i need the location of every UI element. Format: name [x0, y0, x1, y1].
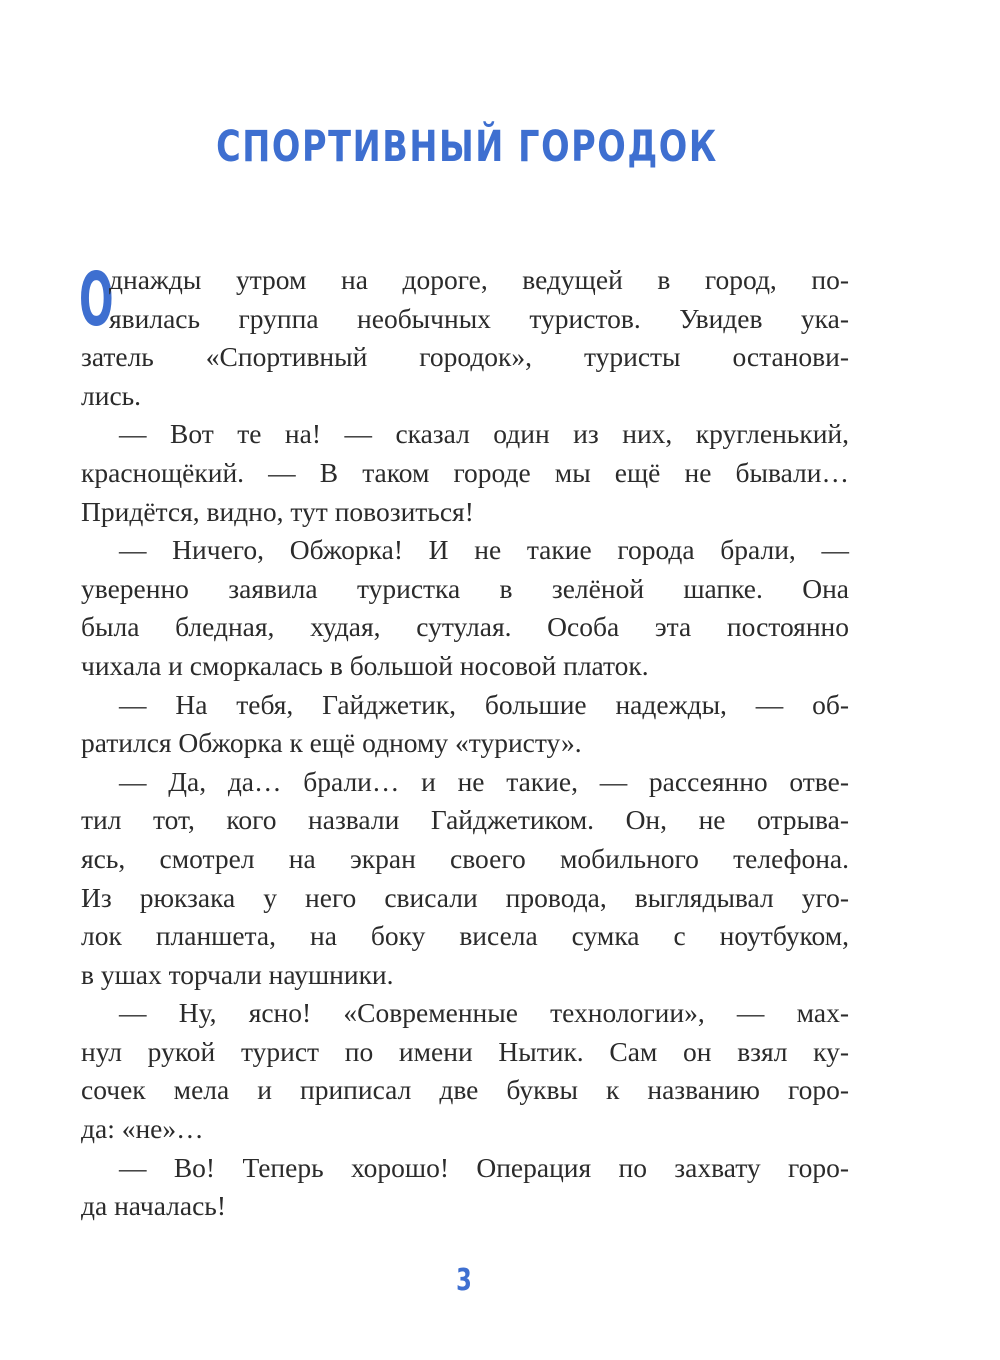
text-line: да: «не»… — [81, 1113, 204, 1145]
page-number: 3 — [456, 1263, 472, 1298]
text-line: ясь, смотрел на экран своего мобильного телефона. — [81, 842, 849, 874]
text-line: тил тот, кого назвали Гайджетиком. Он, не отрыва- — [81, 804, 849, 836]
text-line: в ушах торчали наушники. — [81, 958, 394, 990]
chapter-title: СПОРТИВНЫЙ ГОРОДОК — [216, 122, 718, 172]
text-line: затель «Спортивный городок», туристы останови- — [81, 341, 849, 373]
text-line: была бледная, худая, сутулая. Особа эта постоянно — [81, 611, 849, 643]
text-line: чихала и сморкалась в большой носовой платок. — [81, 649, 649, 681]
text-line: — Ничего, Обжорка! И не такие города брали, — — [119, 534, 849, 566]
text-line: краснощёкий. — В таком городе мы ещё не бывали… — [81, 456, 849, 488]
drop-cap-letter: О — [79, 257, 114, 343]
text-line: — На тебя, Гайджетик, большие надежды, — об- — [119, 688, 849, 720]
text-line: Придётся, видно, тут повозиться! — [81, 495, 474, 527]
body-text — [79, 257, 849, 1226]
text-line: нул рукой турист по имени Нытик. Сам он взял ку- — [81, 1035, 849, 1067]
text-line: ратился Обжорка к ещё одному «туристу». — [81, 727, 582, 759]
text-line: лись. — [81, 379, 142, 411]
text-line: лок планшета, на боку висела сумка с ноутбуком, — [81, 920, 849, 952]
text-line: да началась! — [81, 1190, 227, 1222]
text-line: — Вот те на! — сказал один из них, кругленький, — [119, 418, 849, 450]
text-line: явилась группа необычных туристов. Увидев ука- — [109, 302, 849, 334]
text-line: — Во! Теперь хорошо! Операция по захвату горо- — [119, 1151, 849, 1183]
text-line: Из рюкзака у него свисали провода, выглядывал уго- — [81, 881, 849, 913]
text-line: днажды утром на дороге, ведущей в город, по- — [109, 264, 849, 295]
text-line: — Да, да… брали… и не такие, — рассеянно отве- — [119, 765, 849, 797]
text-line: сочек мела и приписал две буквы к названию горо- — [81, 1074, 849, 1106]
text-line: уверенно заявила туристка в зелёной шапке. Она — [81, 572, 849, 604]
text-line: — Ну, ясно! «Современные технологии», — мах- — [119, 997, 849, 1029]
